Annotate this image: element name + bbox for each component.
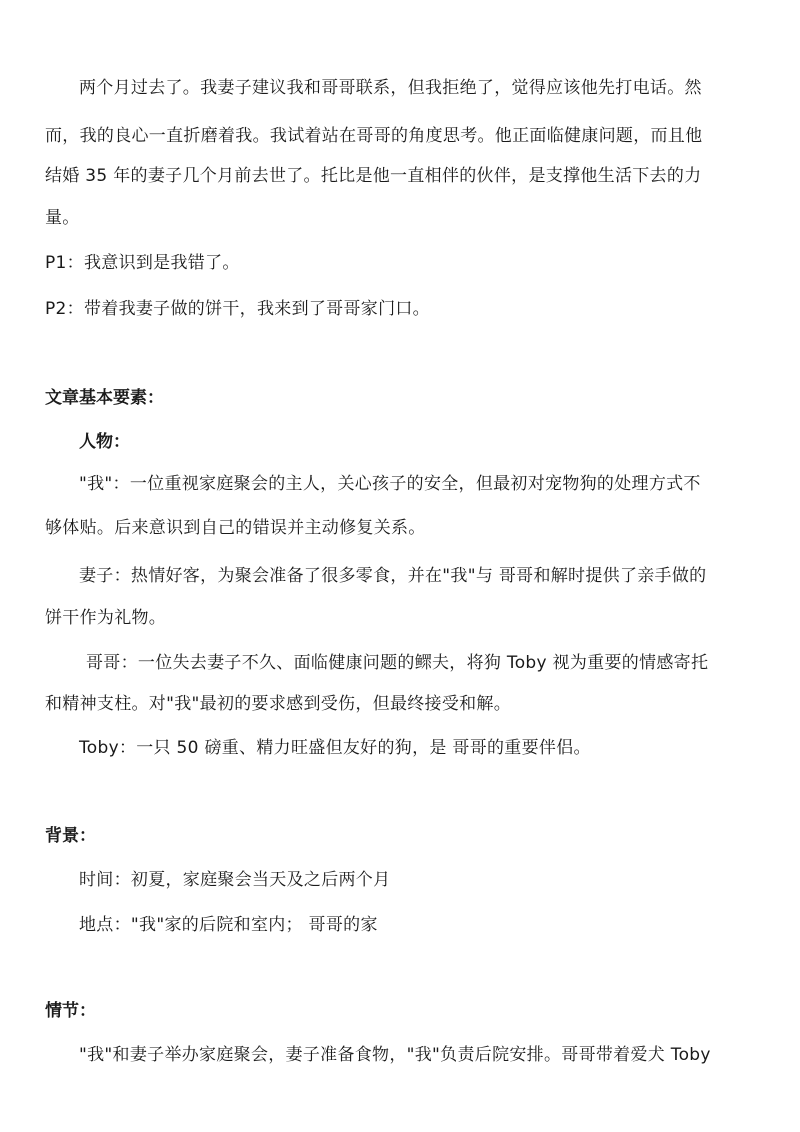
background-heading: 背景： (45, 826, 96, 846)
characters-heading: 人物： (79, 432, 130, 452)
p1-line: P1：我意识到是我错了。 (45, 253, 240, 273)
background-time: 时间：初夏，家庭聚会当天及之后两个月 (79, 870, 391, 890)
character-toby-line: Toby：一只 50 磅重、精力旺盛但友好的狗，是 哥哥的重要伴侣。 (79, 738, 591, 758)
character-me-line-2: 够体贴。后来意识到自己的错误并主动修复关系。 (45, 518, 426, 538)
character-wife-line-1: 妻子：热情好客，为聚会准备了很多零食，并在"我"与 哥哥和解时提供了亲手做的 (79, 566, 707, 586)
plot-line-1: "我"和妻子举办家庭聚会，妻子准备食物，"我"负责后院安排。哥哥带着爱犬 Toby (79, 1045, 711, 1065)
background-place: 地点："我"家的后院和室内； 哥哥的家 (79, 915, 378, 935)
character-me-line-1: "我"：一位重视家庭聚会的主人，关心孩子的安全，但最初对宠物狗的处理方式不 (79, 474, 701, 494)
opening-line-2: 而，我的良心一直折磨着我。我试着站在哥哥的角度思考。他正面临健康问题，而且他 (45, 126, 703, 146)
plot-heading: 情节： (45, 1001, 96, 1021)
p2-line: P2：带着我妻子做的饼干，我来到了哥哥家门口。 (45, 299, 430, 319)
opening-line-4: 量。 (45, 208, 80, 228)
elements-heading: 文章基本要素： (45, 388, 164, 408)
character-brother-line-2: 和精神支柱。对"我"最初的要求感到受伤，但最终接受和解。 (45, 694, 512, 714)
opening-line-1: 两个月过去了。我妻子建议我和哥哥联系，但我拒绝了，觉得应该他先打电话。然 (79, 78, 702, 98)
character-wife-line-2: 饼干作为礼物。 (45, 608, 167, 628)
character-brother-line-1: 哥哥：一位失去妻子不久、面临健康问题的鳏夫，将狗 Toby 视为重要的情感寄托 (86, 653, 709, 673)
opening-line-3: 结婚 35 年的妻子几个月前去世了。托比是他一直相伴的伙伴，是支撑他生活下去的力 (45, 166, 702, 186)
opening-paragraph-full (0, 0, 1, 1)
